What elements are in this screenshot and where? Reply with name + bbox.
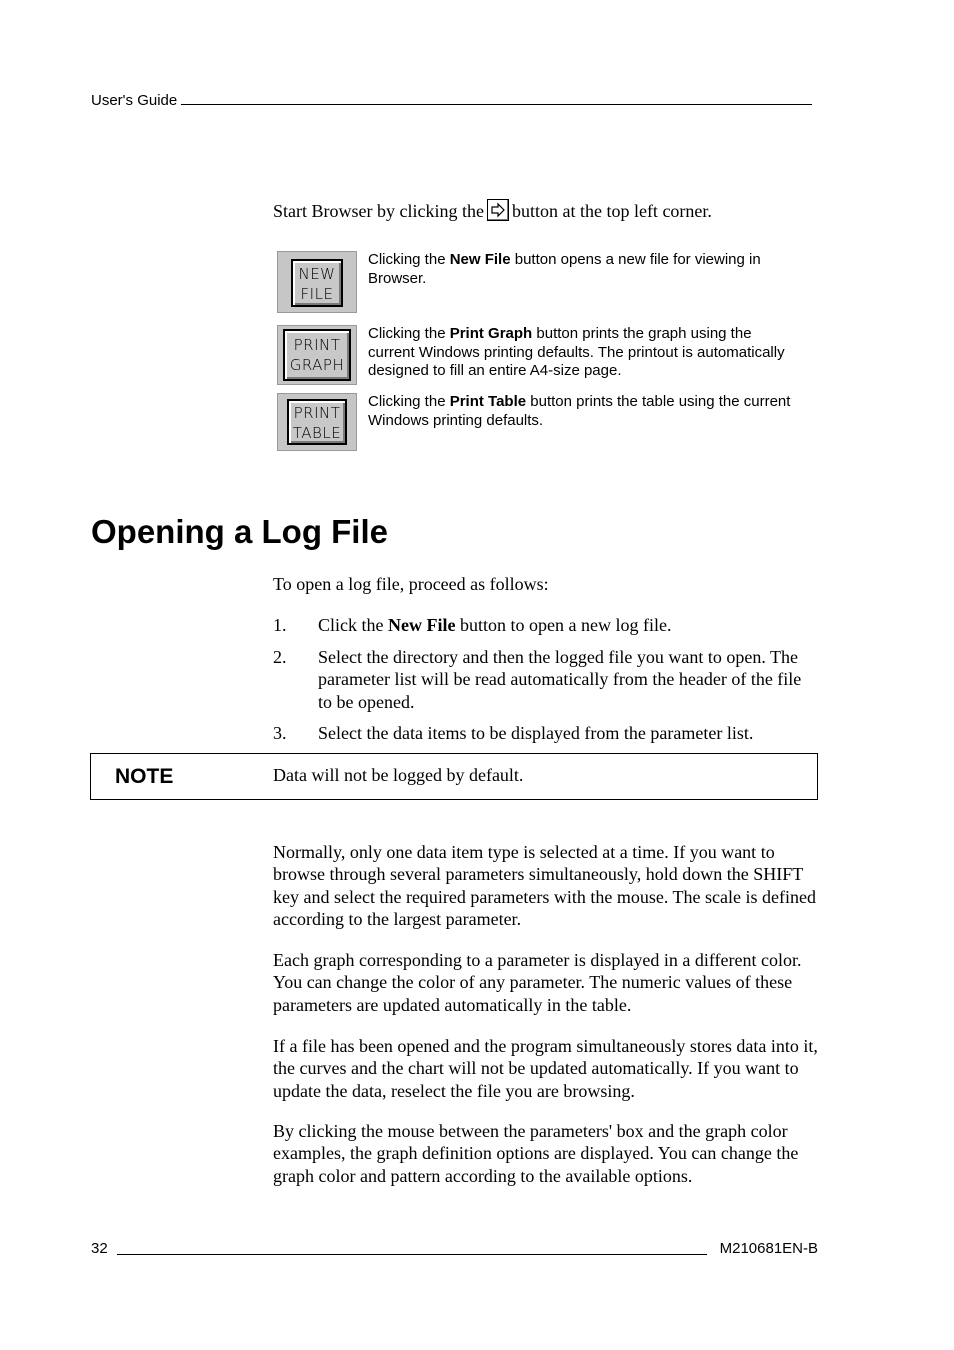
header-title: User's Guide <box>91 92 178 109</box>
intro-text-after: button at the top left corner. <box>511 201 712 221</box>
print-graph-description <box>368 325 798 381</box>
intro-text-before: Start Browser by clicking the <box>273 201 484 221</box>
step-text <box>318 614 818 636</box>
body-paragraph: Normally, only one data item type is selected at a time. If you want to browse through several parameters simultaneously, hold down the SHIFT key and select the required parameters with the mouse. The scale is defined according to the largest parameter. <box>273 842 816 929</box>
step-text <box>318 722 818 744</box>
body-paragraph: Each graph corresponding to a parameter is displayed in a different color. You can change the color of any parameter. The numeric values of these parameters are updated automatically in the table. <box>273 950 802 1015</box>
button-face-line: PRINT <box>293 336 341 354</box>
desc-text: Clicking the <box>368 393 450 410</box>
step-number: 2. <box>273 647 287 667</box>
new-file-button-face <box>291 259 343 307</box>
step-number: 1. <box>273 615 287 635</box>
body-paragraph: If a file has been opened and the program simultaneously stores data into it, the curves and the chart will not be updated automatically. If you want to update the data, reselect the file you are browsing. <box>273 1036 818 1101</box>
note-text: Data will not be logged by default. <box>273 765 524 785</box>
desc-bold: Print Graph <box>449 325 533 342</box>
arrow-right-icon <box>487 199 509 221</box>
step-text-part: Select the directory and then the logged file you want to open. The parameter list will be read automatically from the header of the file to be opened. <box>318 647 802 712</box>
note-box <box>90 753 818 800</box>
desc-text: Clicking the <box>368 251 450 268</box>
new-file-description <box>368 251 798 288</box>
step-text-part: Click the <box>318 615 388 635</box>
section-heading: Opening a Log File <box>91 513 388 550</box>
desc-text: button opens a new file for viewing in Browser. <box>368 251 761 287</box>
new-file-button-image <box>277 251 357 313</box>
desc-bold: Print Table <box>449 393 527 410</box>
button-face-line: GRAPH <box>289 356 345 374</box>
desc-bold: New File <box>449 251 511 268</box>
button-face-line: NEW <box>298 265 336 283</box>
step-bold: New File <box>388 615 456 635</box>
print-graph-button-face <box>283 329 351 381</box>
desc-text: button prints the table using the current Windows printing defaults. <box>368 393 791 429</box>
header-rule <box>181 90 812 105</box>
document-id: M210681EN-B <box>719 1240 818 1257</box>
button-face-line: PRINT <box>293 404 341 422</box>
step-text-part: Select the data items to be displayed from the parameter list. <box>318 723 754 743</box>
step-text-part: button to open a new log file. <box>455 615 672 635</box>
section-lead: To open a log file, proceed as follows: <box>273 574 549 594</box>
button-face-line: FILE <box>300 285 334 303</box>
print-table-button-image <box>277 393 357 451</box>
intro-line <box>273 199 712 222</box>
body-paragraph: By clicking the mouse between the parameters' box and the graph color examples, the graph definition options are displayed. You can change the graph color and pattern according to the available options. <box>273 1121 799 1186</box>
step-text <box>318 646 818 713</box>
desc-text: button prints the graph using the current Windows printing defaults. The printout is automatically designed to fill an entire A4-size page. <box>368 325 785 379</box>
print-table-button-face <box>287 399 347 445</box>
footer-rule <box>117 1240 707 1255</box>
button-face-line: TABLE <box>292 424 342 442</box>
note-label: NOTE <box>115 765 174 788</box>
print-table-description <box>368 393 798 430</box>
step-number: 3. <box>273 723 287 743</box>
page-header <box>91 90 812 109</box>
page-number: 32 <box>91 1240 108 1257</box>
print-graph-button-image <box>277 325 357 385</box>
desc-text: Clicking the <box>368 325 450 342</box>
